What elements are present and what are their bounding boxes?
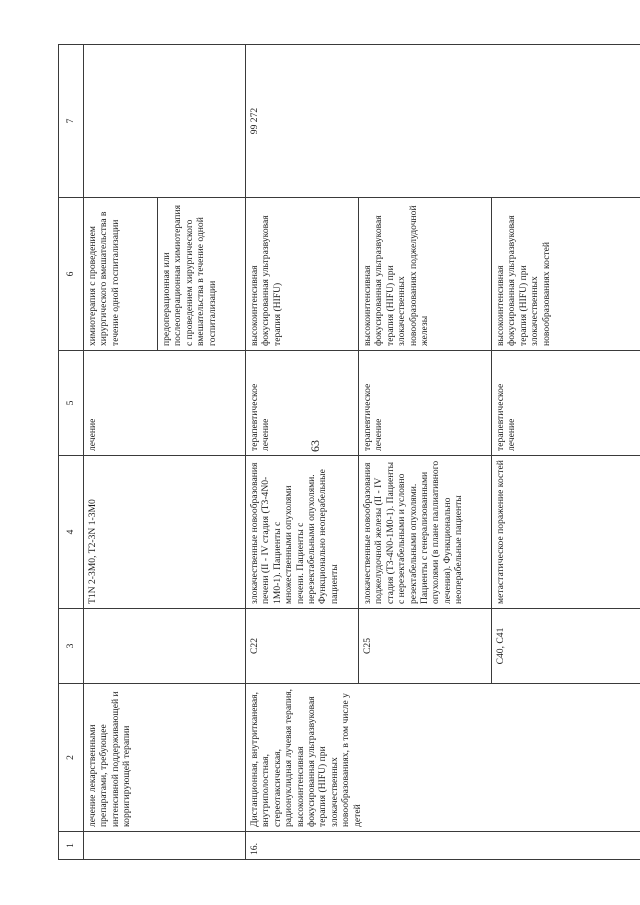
patient-model-cell: злокачественные новообразования поджелудочной железы (II - IV стадия (T3-4N0-1M0-1). Пациенты с нерезектабельными и условно резектабельными опухолями. Пациенты с генерализованными опухолями (в плане паллиативного лечения). Функционально неоперабельные пациенты bbox=[359, 456, 492, 609]
column-header: 1 bbox=[59, 832, 84, 860]
icd-code-cell: C22 bbox=[246, 609, 359, 684]
treatment-method-cell: высокоинтенсивная фокусированная ультразвуковая терапия (HIFU) при злокачественных новообразованиях костей bbox=[492, 198, 640, 351]
treatment-type-cell: терапевтическое лечение bbox=[359, 351, 492, 456]
treatment-type-cell: лечение bbox=[84, 351, 246, 456]
column-header: 5 bbox=[59, 351, 84, 456]
icd-code-cell: C25 bbox=[359, 609, 492, 684]
column-header: 3 bbox=[59, 609, 84, 684]
service-name-cell: Дистанционная, внутритканевая, внутриполостная, стереотаксическая, радионуклидная лучевая терапия, высокоинтенсивная фокусированная ультразвуковая терапия (HIFU) при злокачественных новообразованиях, в том числе у детей bbox=[246, 684, 640, 832]
service-name-cell: лечение лекарственными препаратами, требующее интенсивной поддерживающей и корригирующей терапии bbox=[84, 684, 246, 832]
row-number-cell bbox=[84, 832, 246, 860]
treatment-type-cell: терапевтическое лечение bbox=[492, 351, 640, 456]
treatment-type-cell: терапевтическое лечение bbox=[246, 351, 359, 456]
page-number: 63 bbox=[308, 440, 322, 452]
icd-code-cell bbox=[84, 609, 246, 684]
column-header: 2 bbox=[59, 684, 84, 832]
table-header-row bbox=[59, 45, 84, 860]
patient-model-cell: T1N 2-3M0, T2-3N 1-3M0 bbox=[84, 456, 246, 609]
treatment-method-cell: высокоинтенсивная фокусированная ультразвуковая терапия (HIFU) при злокачественных новообразованиях поджелудочной железы bbox=[359, 198, 492, 351]
icd-code-cell: C40, C41 bbox=[492, 609, 640, 684]
patient-model-cell: злокачественные новообразования печени (II - IV стадия (T3-4N0-1M0-1). Пациенты с множественными опухолями печени. Пациенты с нерезектабельными опухолями. Функционально неоперабельные пациенты bbox=[246, 456, 359, 609]
treatment-method-cell: предоперационная или послеоперационная химиотерапия с проведением хирургического вмешательства в течение одной госпитализации bbox=[158, 198, 246, 351]
patient-model-cell: метастатическое поражение костей bbox=[492, 456, 640, 609]
medical-services-table bbox=[58, 44, 640, 860]
column-header: 7 bbox=[59, 45, 84, 198]
treatment-method-cell: высокоинтенсивная фокусированная ультразвуковая терапия (HIFU) bbox=[246, 198, 359, 351]
price-cell: 99 272 bbox=[246, 45, 640, 198]
price-cell bbox=[84, 45, 246, 198]
table-row bbox=[84, 45, 158, 860]
column-header: 4 bbox=[59, 456, 84, 609]
table-row bbox=[246, 45, 359, 860]
row-number-cell: 16. bbox=[246, 832, 640, 860]
rotated-table-wrapper bbox=[58, 45, 640, 860]
treatment-method-cell: химиотерапия с проведением хирургического вмешательства в течение одной госпитализации bbox=[84, 198, 158, 351]
column-header: 6 bbox=[59, 198, 84, 351]
